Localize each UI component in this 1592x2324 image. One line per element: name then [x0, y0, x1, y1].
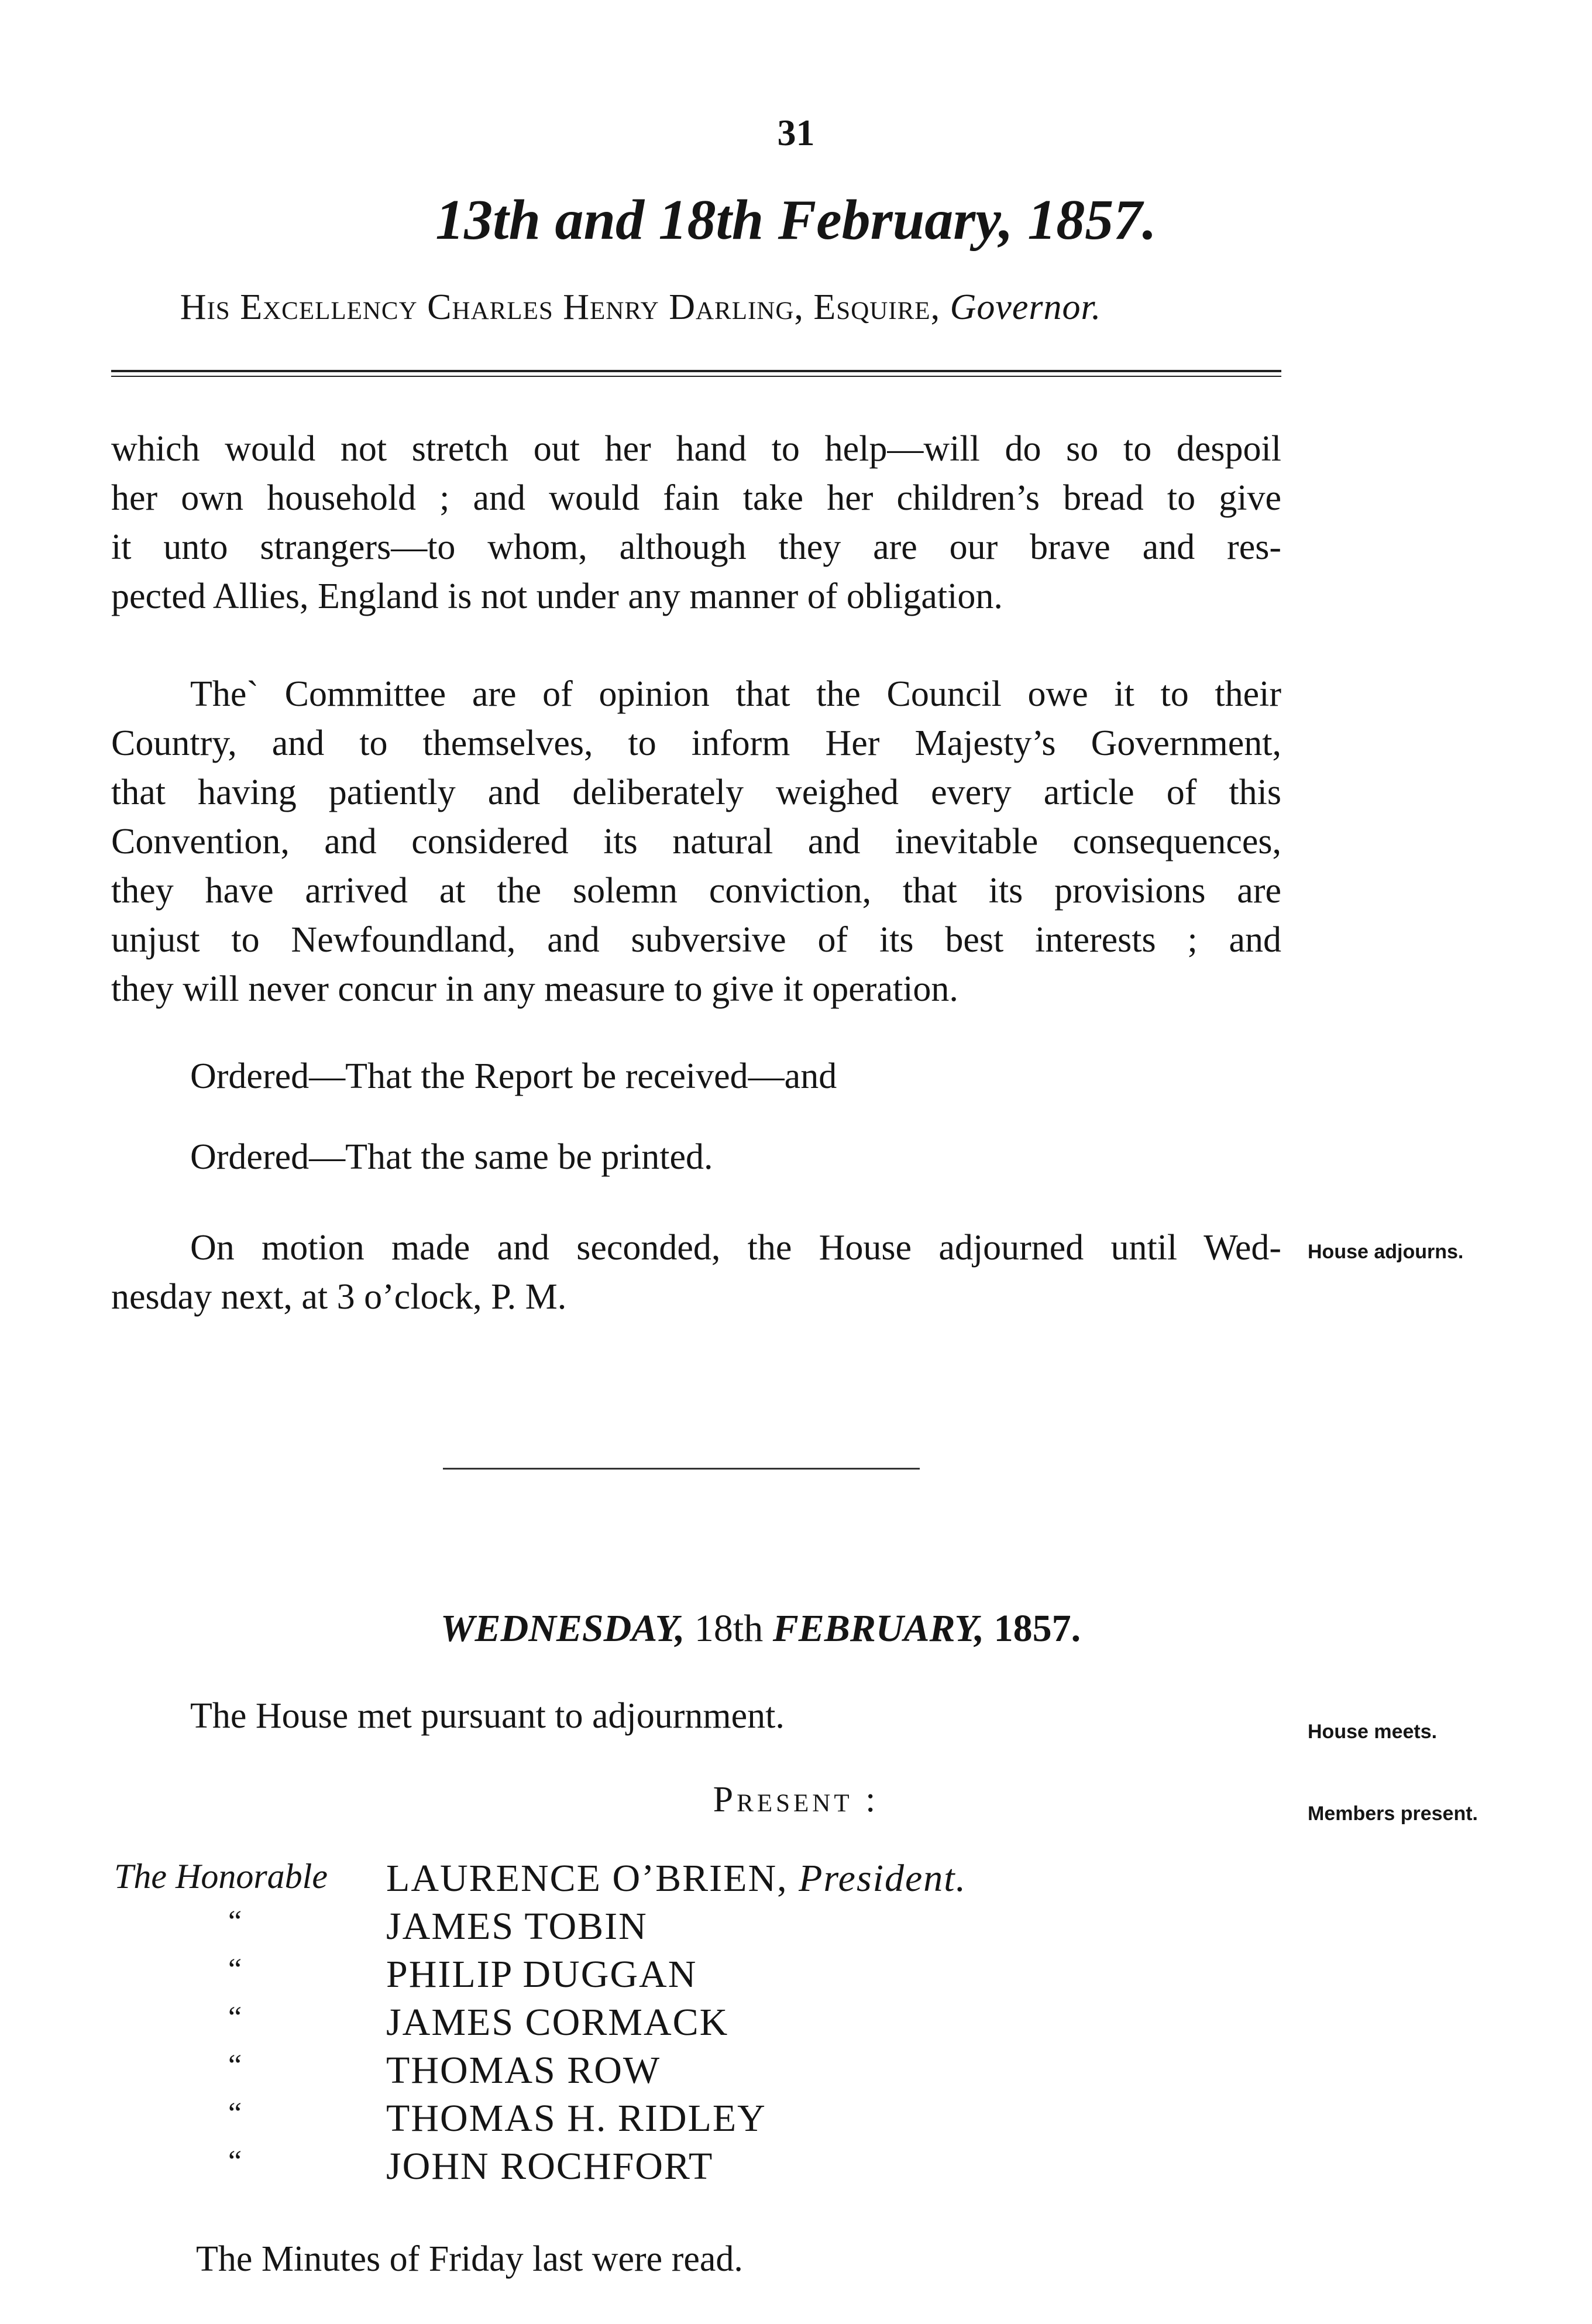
page-number: 31	[777, 112, 815, 153]
text-line: her own household ; and would fain take her children’s bread to give	[111, 478, 1281, 518]
adjournment-motion	[111, 1223, 1281, 1321]
member-name: THOMAS H. RIDLEY	[386, 2097, 766, 2140]
section-year: 1857.	[993, 1607, 1081, 1650]
section-month: FEBRUARY,	[772, 1607, 985, 1650]
margin-note-house-meets: House meets.	[1308, 1721, 1438, 1743]
governor-name: His Excellency Charles Henry Darling, Esquire,	[180, 287, 941, 327]
report-paragraph-continued	[111, 424, 1281, 621]
section-divider-rule	[443, 1468, 920, 1470]
present-label: Present :	[713, 1780, 879, 1820]
section-date-ordinal: 18th	[694, 1607, 764, 1650]
text-line: Country, and to themselves, to inform Her Majesty’s Government,	[111, 723, 1281, 763]
text-line: that having patiently and deliberately weighed every article of this	[111, 773, 1281, 812]
ditto-mark: “	[228, 1953, 242, 1986]
member-name: JAMES CORMACK	[386, 2001, 729, 2044]
ditto-mark: “	[228, 2097, 242, 2130]
ditto-mark: “	[228, 1905, 242, 1938]
header-double-rule	[111, 370, 1281, 377]
president-name: LAURENCE O’BRIEN,	[386, 1857, 788, 1900]
governor-title: Governor.	[950, 287, 1102, 327]
text-line: they have arrived at the solemn conviction, that its provisions are	[111, 871, 1281, 911]
text-line: Convention, and considered its natural and inevitable consequences,	[111, 822, 1281, 861]
member-honorific: The Honorable	[114, 1857, 328, 1896]
member-name: JAMES TOBIN	[386, 1905, 648, 1948]
text-line: pected Allies, England is not under any manner of obligation.	[111, 576, 1003, 616]
text-line: it unto strangers—to whom, although they are our brave and res-	[111, 527, 1281, 567]
text-line: On motion made and seconded, the House adjourned until Wed-	[190, 1228, 1281, 1268]
text-line: unjust to Newfoundland, and subversive of its best interests ; and	[111, 920, 1281, 960]
section-heading	[0, 1606, 1521, 1651]
member-name: PHILIP DUGGAN	[386, 1953, 697, 1996]
margin-note-house-adjourns: House adjourns.	[1308, 1241, 1464, 1263]
minutes-read-statement: The Minutes of Friday last were read.	[196, 2239, 743, 2279]
member-name: THOMAS ROW	[386, 2049, 661, 2092]
text-line: they will never concur in any measure to give it operation.	[111, 969, 958, 1009]
ditto-mark: “	[228, 2145, 242, 2178]
member-name	[386, 1856, 967, 1901]
text-line: nesday next, at 3 o’clock, P. M.	[111, 1277, 567, 1317]
section-day: WEDNESDAY,	[440, 1607, 685, 1650]
ordered-report-printed: Ordered—That the same be printed.	[190, 1137, 713, 1177]
house-met-statement: The House met pursuant to adjournment.	[190, 1696, 785, 1736]
ordered-report-received: Ordered—That the Report be received—and	[190, 1056, 837, 1096]
ditto-mark: “	[228, 2049, 242, 2082]
governor-line	[0, 287, 1281, 328]
margin-note-members-present: Members present.	[1308, 1803, 1478, 1825]
text-line: The` Committee are of opinion that the Council owe it to their	[190, 674, 1281, 714]
text-line: which would not stretch out her hand to help—will do so to despoil	[111, 429, 1281, 469]
running-head-date: 13th and 18th February, 1857.	[435, 188, 1157, 252]
committee-opinion-paragraph	[111, 670, 1281, 1014]
president-role: President.	[799, 1857, 967, 1900]
member-name: JOHN ROCHFORT	[386, 2145, 714, 2188]
ditto-mark: “	[228, 2001, 242, 2034]
